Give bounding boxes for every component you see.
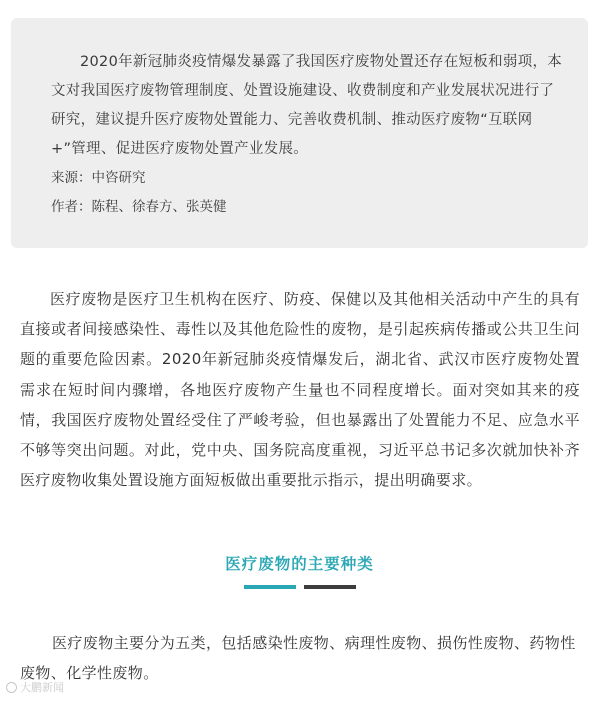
section-title-accent-bar: [244, 585, 296, 589]
summary-text: 2020年新冠肺炎疫情爆发暴露了我国医疗废物处置还存在短板和弱项，本文对我国医疗废物管理制度、处置设施建设、收费制度和产业发展状况进行了研究，建议提升医疗废物处置能力、完善收费机制、推动医疗废物“互联网+”管理、促进医疗废物处置产业发展。: [51, 54, 563, 157]
source-line: 来源：中咨研究: [51, 170, 146, 186]
section-title-dark-bar: [304, 585, 356, 589]
waste-types-paragraph: 医疗废物主要分为五类，包括感染性废物、病理性废物、损伤性废物、药物性废物、化学性废物。: [20, 634, 576, 682]
authors-line: 作者：陈程、徐春方、张英健: [51, 199, 227, 215]
article-intro-paragraph: 医疗废物是医疗卫生机构在医疗、防疫、保健以及其他相关活动中产生的具有直接或者间接感染性、毒性以及其他危险性的废物，是引起疾病传播或公共卫生问题的重要危险因素。2020年新冠肺炎疫情爆发后，湖北省、武汉市医疗废物处置需求在短时间内骤增，各地医疗废物产生量也不同程度增长。面对突如其来的疫情，我国医疗废物处置经受住了严峻考验，但也暴露出了处置能力不足、应急水平不够等突出问题。对此，党中央、国务院高度重视，习近平总书记多次就加快补齐医疗废物收集处置设施方面短板做出重要批示指示，提出明确要求。: [20, 290, 580, 490]
watermark-logo-icon: [6, 682, 17, 693]
watermark-text: 大鹏新闻: [20, 681, 64, 694]
watermark: [6, 679, 64, 695]
section-title: 医疗废物的主要种类: [225, 555, 374, 573]
summary-box: [11, 18, 588, 248]
